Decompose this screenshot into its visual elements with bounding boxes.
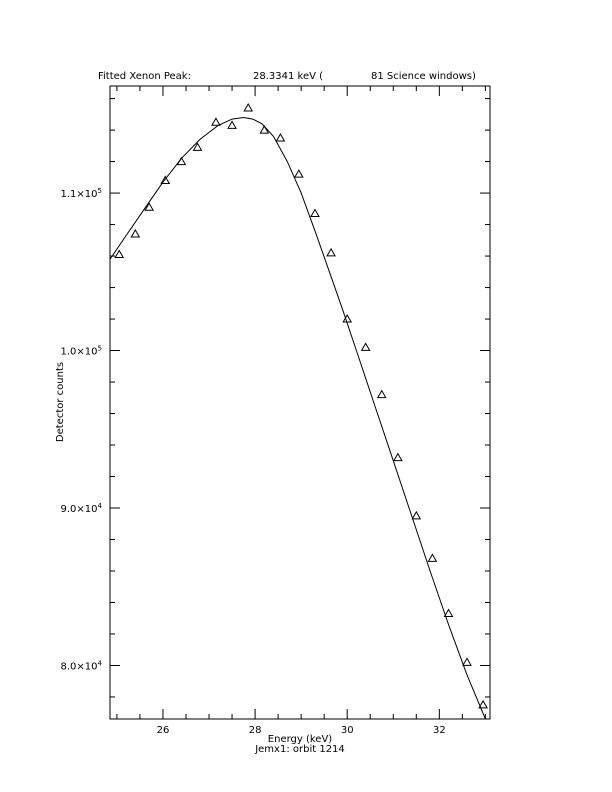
data-point [311,210,319,217]
x-tick-label: 30 [340,725,354,736]
y-axis-label: Detector counts [55,361,66,443]
data-point [115,250,123,257]
data-point [394,454,402,461]
data-point [276,134,284,141]
x-tick-label: 28 [248,725,262,736]
title-value: 28.3341 keV ( [253,71,324,82]
fit-curve [110,118,490,720]
data-point [212,118,220,125]
y-tick-label: $1.1\times 10^5$ [60,187,102,201]
y-tick-label: $8.0\times 10^4$ [60,659,102,673]
data-point [244,104,252,111]
data-point [378,391,386,398]
data-point [228,121,236,128]
x-tick-label: 26 [156,725,170,736]
data-point [463,658,471,665]
data-point [412,512,420,519]
plot-frame [110,86,490,719]
title-left: Fitted Xenon Peak: [98,71,191,82]
data-point [362,343,370,350]
data-points [115,104,487,708]
data-point [327,249,335,256]
title [98,71,476,82]
data-point [428,554,436,561]
x-axis-label: Energy (keV) [267,734,333,745]
y-tick-label: $9.0\times 10^4$ [60,502,102,515]
data-point [295,170,303,177]
subtitle: Jemx1: orbit 1214 [255,744,345,755]
axis-ticks [110,86,490,719]
y-tick-labels [61,187,103,672]
title-right: 81 Science windows) [371,71,476,82]
x-tick-label: 32 [432,725,446,736]
y-tick-label: $1.0\times 10^5$ [60,344,102,358]
data-point [131,230,139,237]
